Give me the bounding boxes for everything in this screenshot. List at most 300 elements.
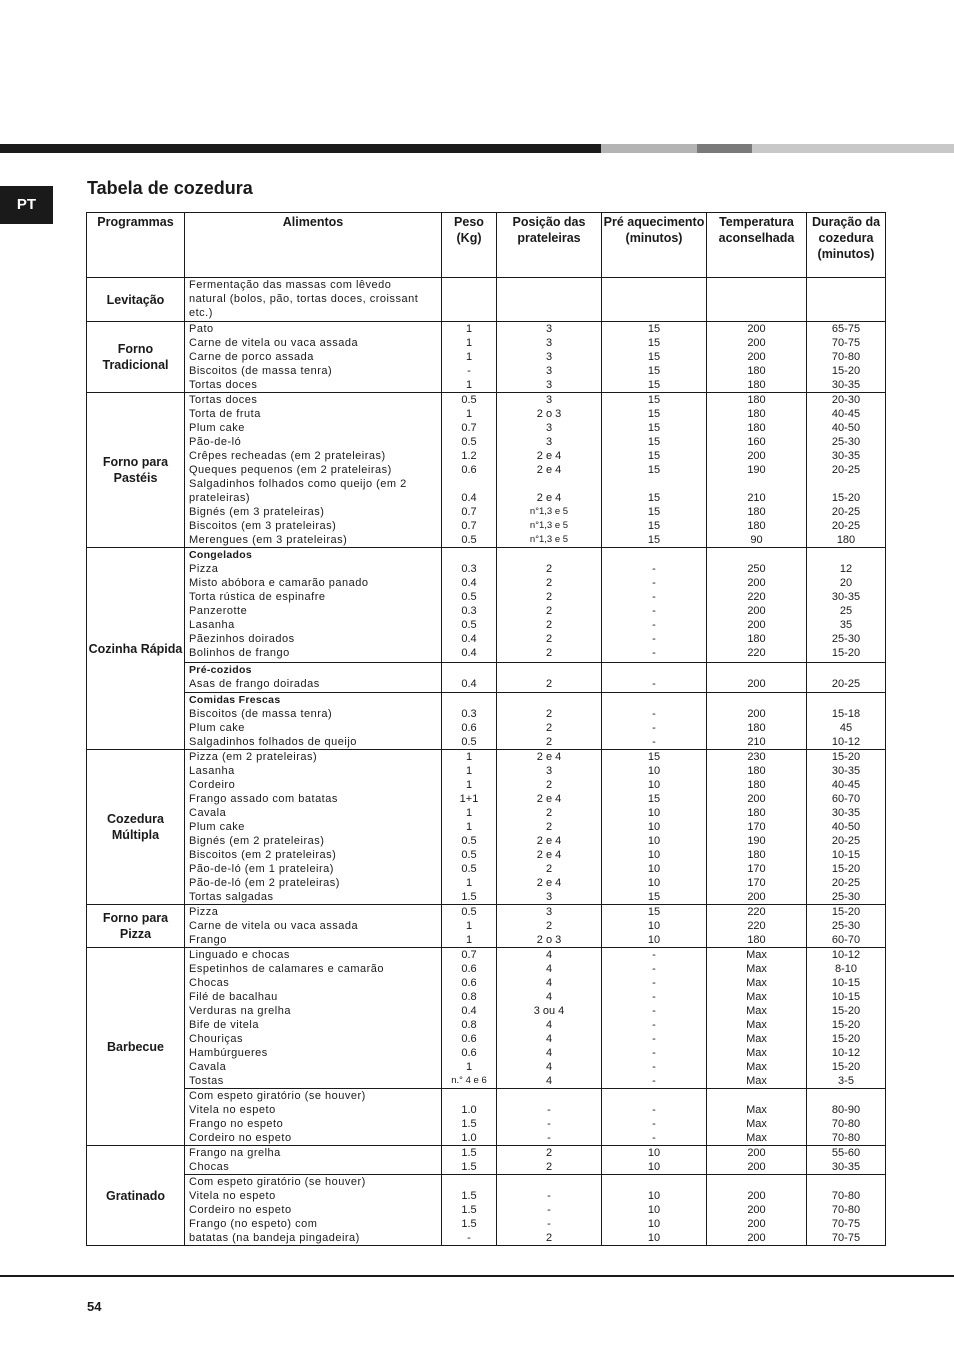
- value-line: Max: [746, 949, 767, 961]
- value-line: [807, 1089, 885, 1103]
- value-line: 200: [747, 323, 766, 335]
- value-line: 15: [647, 422, 661, 434]
- value-line: 70-75: [831, 337, 861, 349]
- value-line: -: [652, 949, 656, 961]
- time-cell: [807, 278, 886, 322]
- food-line: Pãezinhos doirados: [189, 633, 295, 645]
- preheat-cell: [602, 1089, 707, 1146]
- value-line: 2: [545, 678, 553, 690]
- value-line: 180: [747, 849, 766, 861]
- shelf-cell: [497, 278, 602, 322]
- value-line: 180: [747, 506, 766, 518]
- value-line: 0.5: [461, 835, 477, 847]
- value-line: 20-25: [831, 835, 861, 847]
- weight-cell: [442, 905, 497, 948]
- value-line: Max: [746, 1118, 767, 1130]
- value-line: 180: [747, 807, 766, 819]
- value-line: 70-80: [831, 1190, 861, 1202]
- value-line: 0.4: [461, 633, 477, 645]
- value-line: 2: [545, 779, 553, 791]
- food-line: Pão-de-ló: [189, 436, 242, 448]
- value-line: -: [652, 1132, 656, 1144]
- value-line: 30-35: [831, 379, 861, 391]
- value-line: 0.5: [461, 591, 477, 603]
- value-line: 200: [747, 891, 766, 903]
- value-line: 3: [545, 906, 553, 918]
- value-line: 10: [647, 1232, 661, 1244]
- temperature-cell: [707, 393, 807, 548]
- value-line: -: [467, 1232, 471, 1244]
- value-line: [602, 1175, 706, 1189]
- value-line: 200: [747, 337, 766, 349]
- value-line: -: [652, 1019, 656, 1031]
- weight-cell: [442, 663, 497, 693]
- preheat-cell: [602, 1175, 707, 1246]
- value-line: 2: [545, 1232, 553, 1244]
- food-line: Cavala: [189, 807, 227, 819]
- value-line: 20-30: [831, 394, 861, 406]
- temperature-cell: [707, 548, 807, 663]
- value-line: 10-12: [831, 949, 861, 961]
- time-cell: [807, 750, 886, 905]
- value-line: -: [652, 1118, 656, 1130]
- value-line: 15: [647, 751, 661, 763]
- food-line: Vitela no espeto: [189, 1190, 276, 1202]
- table-row: [87, 278, 886, 322]
- preheat-cell: [602, 322, 707, 393]
- value-line: [442, 477, 496, 491]
- shelf-cell: [497, 905, 602, 948]
- value-line: 20-25: [831, 877, 861, 889]
- value-line: 45: [839, 722, 853, 734]
- value-line: 4: [545, 1075, 553, 1087]
- food-line: Plum cake: [189, 722, 245, 734]
- value-line: 30-35: [831, 765, 861, 777]
- value-line: 0.5: [461, 849, 477, 861]
- food-line: Bife de vitela: [189, 1019, 259, 1031]
- food-cell: [185, 948, 442, 1089]
- value-line: 220: [747, 647, 766, 659]
- value-line: 10-15: [831, 991, 861, 1003]
- value-line: 200: [747, 708, 766, 720]
- food-line: Salgadinhos folhados como queijo (em 2: [189, 478, 407, 490]
- value-line: 180: [747, 779, 766, 791]
- program-name: Forno Tradicional: [87, 322, 185, 393]
- value-line: 15: [647, 408, 661, 420]
- food-cell: [185, 750, 442, 905]
- value-line: 40-50: [831, 422, 861, 434]
- food-line: Queques pequenos (em 2 prateleiras): [189, 464, 392, 476]
- value-line: 190: [747, 464, 766, 476]
- value-line: 15-20: [831, 365, 861, 377]
- header-shelf-position: Posição das prateleiras: [497, 213, 602, 278]
- preheat-cell: [602, 1146, 707, 1175]
- food-cell: [185, 278, 442, 322]
- value-line: 1.5: [461, 1118, 477, 1130]
- value-line: 20-25: [831, 678, 861, 690]
- value-line: 1: [465, 765, 473, 777]
- value-line: 3: [545, 365, 553, 377]
- preheat-cell: [602, 750, 707, 905]
- value-line: [442, 663, 496, 677]
- value-line: 2: [545, 563, 553, 575]
- value-line: 0.5: [461, 619, 477, 631]
- value-line: -: [652, 619, 656, 631]
- value-line: -: [652, 991, 656, 1003]
- food-line: Biscoitos (de massa tenra): [189, 708, 333, 720]
- food-line: Com espeto giratório (se houver): [189, 1176, 366, 1188]
- table-row: [87, 322, 886, 393]
- time-cell: [807, 905, 886, 948]
- value-line: -: [652, 736, 656, 748]
- value-line: 25-30: [831, 436, 861, 448]
- value-line: 3: [545, 379, 553, 391]
- preheat-cell: [602, 948, 707, 1089]
- value-line: 2: [545, 619, 553, 631]
- value-line: -: [547, 1104, 551, 1116]
- table-row: [87, 905, 886, 948]
- header-bar-dark: [0, 144, 601, 153]
- shelf-cell: [497, 1146, 602, 1175]
- value-line: -: [652, 963, 656, 975]
- value-line: 1.5: [461, 1204, 477, 1216]
- food-line: Linguado e chocas: [189, 949, 290, 961]
- food-line: Biscoitos (em 2 prateleiras): [189, 849, 337, 861]
- food-line: Comidas Frescas: [189, 694, 281, 706]
- food-cell: [185, 322, 442, 393]
- value-line: 2: [545, 591, 553, 603]
- value-line: 0.8: [461, 1019, 477, 1031]
- value-line: 3: [545, 891, 553, 903]
- header-color-bar: [0, 144, 954, 153]
- table-row: [87, 1146, 886, 1175]
- value-line: [807, 663, 885, 677]
- value-line: 2: [545, 920, 553, 932]
- value-line: 30-35: [831, 591, 861, 603]
- value-line: 200: [747, 1204, 766, 1216]
- value-line: Max: [746, 977, 767, 989]
- value-line: [497, 548, 601, 562]
- value-line: 10: [647, 1147, 661, 1159]
- preheat-cell: [602, 548, 707, 663]
- value-line: [602, 548, 706, 562]
- value-line: 10: [647, 849, 661, 861]
- food-line: Torta de fruta: [189, 408, 261, 420]
- value-line: 170: [747, 877, 766, 889]
- value-line: 15: [647, 464, 661, 476]
- value-line: 2: [545, 708, 553, 720]
- value-line: 1.5: [461, 1218, 477, 1230]
- program-name: Cozedura Múltipla: [87, 750, 185, 905]
- value-line: 10: [647, 807, 661, 819]
- value-line: 210: [747, 492, 766, 504]
- value-line: 2: [545, 821, 553, 833]
- preheat-cell: [602, 663, 707, 693]
- value-line: 0.7: [461, 949, 477, 961]
- value-line: 0.6: [461, 963, 477, 975]
- value-line: 3: [545, 337, 553, 349]
- value-line: 170: [747, 821, 766, 833]
- value-line: 15-20: [831, 751, 861, 763]
- value-line: -: [467, 365, 471, 377]
- value-line: 40-45: [831, 408, 861, 420]
- value-line: [602, 663, 706, 677]
- value-line: 10: [647, 920, 661, 932]
- value-line: Max: [746, 1033, 767, 1045]
- value-line: 0.6: [461, 1033, 477, 1045]
- food-cell: [185, 905, 442, 948]
- value-line: 2 e 4: [536, 877, 562, 889]
- value-line: 180: [747, 722, 766, 734]
- value-line: 3: [545, 351, 553, 363]
- shelf-cell: [497, 663, 602, 693]
- food-line: Biscoitos (de massa tenra): [189, 365, 333, 377]
- value-line: [602, 693, 706, 707]
- value-line: 40-45: [831, 779, 861, 791]
- food-line: Filé de bacalhau: [189, 991, 278, 1003]
- page-number: 54: [87, 1299, 102, 1314]
- temperature-cell: [707, 1146, 807, 1175]
- value-line: 0.4: [461, 577, 477, 589]
- value-line: 10: [647, 934, 661, 946]
- value-line: 1: [465, 323, 473, 335]
- value-line: 15: [647, 450, 661, 462]
- value-line: [497, 663, 601, 677]
- food-cell: [185, 1175, 442, 1246]
- value-line: 0.6: [461, 1047, 477, 1059]
- temperature-cell: [707, 1089, 807, 1146]
- weight-cell: [442, 548, 497, 663]
- value-line: 200: [747, 619, 766, 631]
- value-line: 0.4: [461, 492, 477, 504]
- value-line: 30-35: [831, 1161, 861, 1173]
- value-line: 2: [545, 647, 553, 659]
- preheat-cell: [602, 278, 707, 322]
- value-line: [707, 663, 806, 677]
- value-line: 200: [747, 1218, 766, 1230]
- value-line: 3: [545, 422, 553, 434]
- value-line: 15: [647, 323, 661, 335]
- value-line: 1.0: [461, 1104, 477, 1116]
- value-line: 1: [465, 337, 473, 349]
- value-line: 3: [545, 436, 553, 448]
- value-line: 65-75: [831, 323, 861, 335]
- header-programs: Programmas: [87, 213, 185, 278]
- food-line: Cordeiro: [189, 779, 236, 791]
- value-line: 220: [747, 906, 766, 918]
- time-cell: [807, 1175, 886, 1246]
- time-cell: [807, 1089, 886, 1146]
- value-line: 2 o 3: [536, 934, 562, 946]
- value-line: 4: [545, 991, 553, 1003]
- weight-cell: [442, 278, 497, 322]
- food-line: Frango no espeto: [189, 1118, 284, 1130]
- value-line: n°1,3 e 5: [529, 520, 569, 531]
- value-line: 15: [647, 351, 661, 363]
- page-title: Tabela de cozedura: [87, 178, 253, 198]
- value-line: 0.5: [461, 394, 477, 406]
- value-line: -: [652, 678, 656, 690]
- value-line: 10: [647, 1218, 661, 1230]
- value-line: -: [652, 708, 656, 720]
- value-line: 12: [839, 563, 853, 575]
- value-line: 0.5: [461, 906, 477, 918]
- value-line: 70-75: [831, 1232, 861, 1244]
- value-line: 10: [647, 779, 661, 791]
- value-line: 2 o 3: [536, 408, 562, 420]
- weight-cell: [442, 693, 497, 750]
- value-line: 0.3: [461, 708, 477, 720]
- value-line: 30-35: [831, 807, 861, 819]
- value-line: 15: [647, 394, 661, 406]
- value-line: n°1,3 e 5: [529, 534, 569, 545]
- value-line: [807, 1175, 885, 1189]
- header-preheating: Pré aquecimento (minutos): [602, 213, 707, 278]
- food-line: Panzerotte: [189, 605, 248, 617]
- weight-cell: [442, 1175, 497, 1246]
- value-line: 220: [747, 591, 766, 603]
- value-line: 70-75: [831, 1218, 861, 1230]
- table-row: [87, 393, 886, 548]
- value-line: 20: [839, 577, 853, 589]
- value-line: 0.5: [461, 736, 477, 748]
- value-line: 1: [465, 351, 473, 363]
- value-line: 2 e 4: [536, 751, 562, 763]
- value-line: 15: [647, 793, 661, 805]
- time-cell: [807, 948, 886, 1089]
- value-line: [497, 1175, 601, 1189]
- value-line: 2: [545, 605, 553, 617]
- value-line: 1: [465, 920, 473, 932]
- food-cell: [185, 1146, 442, 1175]
- food-line: Tostas: [189, 1075, 224, 1087]
- value-line: 70-80: [831, 1118, 861, 1130]
- header-bar-mid: [697, 144, 752, 153]
- value-line: 4: [545, 1047, 553, 1059]
- temperature-cell: [707, 750, 807, 905]
- weight-cell: [442, 1146, 497, 1175]
- value-line: 250: [747, 563, 766, 575]
- value-line: 2: [545, 577, 553, 589]
- value-line: Max: [746, 1104, 767, 1116]
- shelf-cell: [497, 322, 602, 393]
- value-line: Max: [746, 1047, 767, 1059]
- value-line: 40-50: [831, 821, 861, 833]
- value-line: 15: [647, 506, 661, 518]
- temperature-cell: [707, 322, 807, 393]
- value-line: [707, 1175, 806, 1189]
- value-line: 0.8: [461, 991, 477, 1003]
- value-line: -: [652, 647, 656, 659]
- value-line: [707, 548, 806, 562]
- food-line: Salgadinhos folhados de queijo: [189, 736, 357, 748]
- value-line: Max: [746, 1075, 767, 1087]
- value-line: 15-20: [831, 492, 861, 504]
- value-line: -: [652, 633, 656, 645]
- value-line: 10: [647, 863, 661, 875]
- food-line: Plum cake: [189, 422, 245, 434]
- preheat-cell: [602, 905, 707, 948]
- table-body: [87, 278, 886, 1246]
- food-line: Cavala: [189, 1061, 227, 1073]
- food-line: Tortas doces: [189, 379, 258, 391]
- program-name: Barbecue: [87, 948, 185, 1146]
- value-line: [442, 1175, 496, 1189]
- header-foods: Alimentos: [185, 213, 442, 278]
- value-line: -: [547, 1190, 551, 1202]
- shelf-cell: [497, 948, 602, 1089]
- preheat-cell: [602, 393, 707, 548]
- value-line: [602, 477, 706, 491]
- food-line: Bignés (em 2 prateleiras): [189, 835, 325, 847]
- food-line: Carne de vitela ou vaca assada: [189, 337, 359, 349]
- value-line: 200: [747, 1161, 766, 1173]
- value-line: 1.5: [461, 891, 477, 903]
- table-row: [87, 1089, 886, 1146]
- value-line: 2: [545, 1161, 553, 1173]
- food-line: Torta rústica de espinafre: [189, 591, 326, 603]
- value-line: 70-80: [831, 1132, 861, 1144]
- temperature-cell: [707, 663, 807, 693]
- value-line: 0.6: [461, 722, 477, 734]
- value-line: 10: [647, 1204, 661, 1216]
- value-line: 25: [839, 605, 853, 617]
- value-line: 170: [747, 863, 766, 875]
- value-line: 180: [747, 765, 766, 777]
- shelf-cell: [497, 750, 602, 905]
- value-line: 1: [465, 807, 473, 819]
- value-line: 1: [465, 821, 473, 833]
- value-line: 10: [647, 1161, 661, 1173]
- time-cell: [807, 548, 886, 663]
- value-line: 1.5: [461, 1190, 477, 1202]
- value-line: 200: [747, 605, 766, 617]
- value-line: 0.3: [461, 605, 477, 617]
- value-line: 1+1: [459, 793, 479, 805]
- shelf-cell: [497, 1089, 602, 1146]
- food-line: prateleiras): [189, 492, 251, 504]
- value-line: -: [652, 563, 656, 575]
- value-line: [442, 548, 496, 562]
- value-line: 15: [647, 492, 661, 504]
- value-line: 3 ou 4: [533, 1005, 565, 1017]
- value-line: [442, 693, 496, 707]
- value-line: 2 e 4: [536, 464, 562, 476]
- value-line: 200: [747, 1232, 766, 1244]
- value-line: [707, 1089, 806, 1103]
- language-tab: PT: [0, 186, 53, 224]
- value-line: 200: [747, 678, 766, 690]
- value-line: Max: [746, 1132, 767, 1144]
- value-line: 2: [545, 722, 553, 734]
- value-line: [807, 477, 885, 491]
- value-line: 15-20: [831, 647, 861, 659]
- program-name: Forno para Pastéis: [87, 393, 185, 548]
- value-line: 70-80: [831, 1204, 861, 1216]
- value-line: 0.4: [461, 647, 477, 659]
- food-line: Vitela no espeto: [189, 1104, 276, 1116]
- value-line: 20-25: [831, 520, 861, 532]
- table-row: [87, 750, 886, 905]
- value-line: n°1,3 e 5: [529, 506, 569, 517]
- weight-cell: [442, 393, 497, 548]
- value-line: 180: [747, 633, 766, 645]
- value-line: 15: [647, 906, 661, 918]
- shelf-cell: [497, 548, 602, 663]
- value-line: 190: [747, 835, 766, 847]
- value-line: 15: [647, 379, 661, 391]
- value-line: 15: [647, 534, 661, 546]
